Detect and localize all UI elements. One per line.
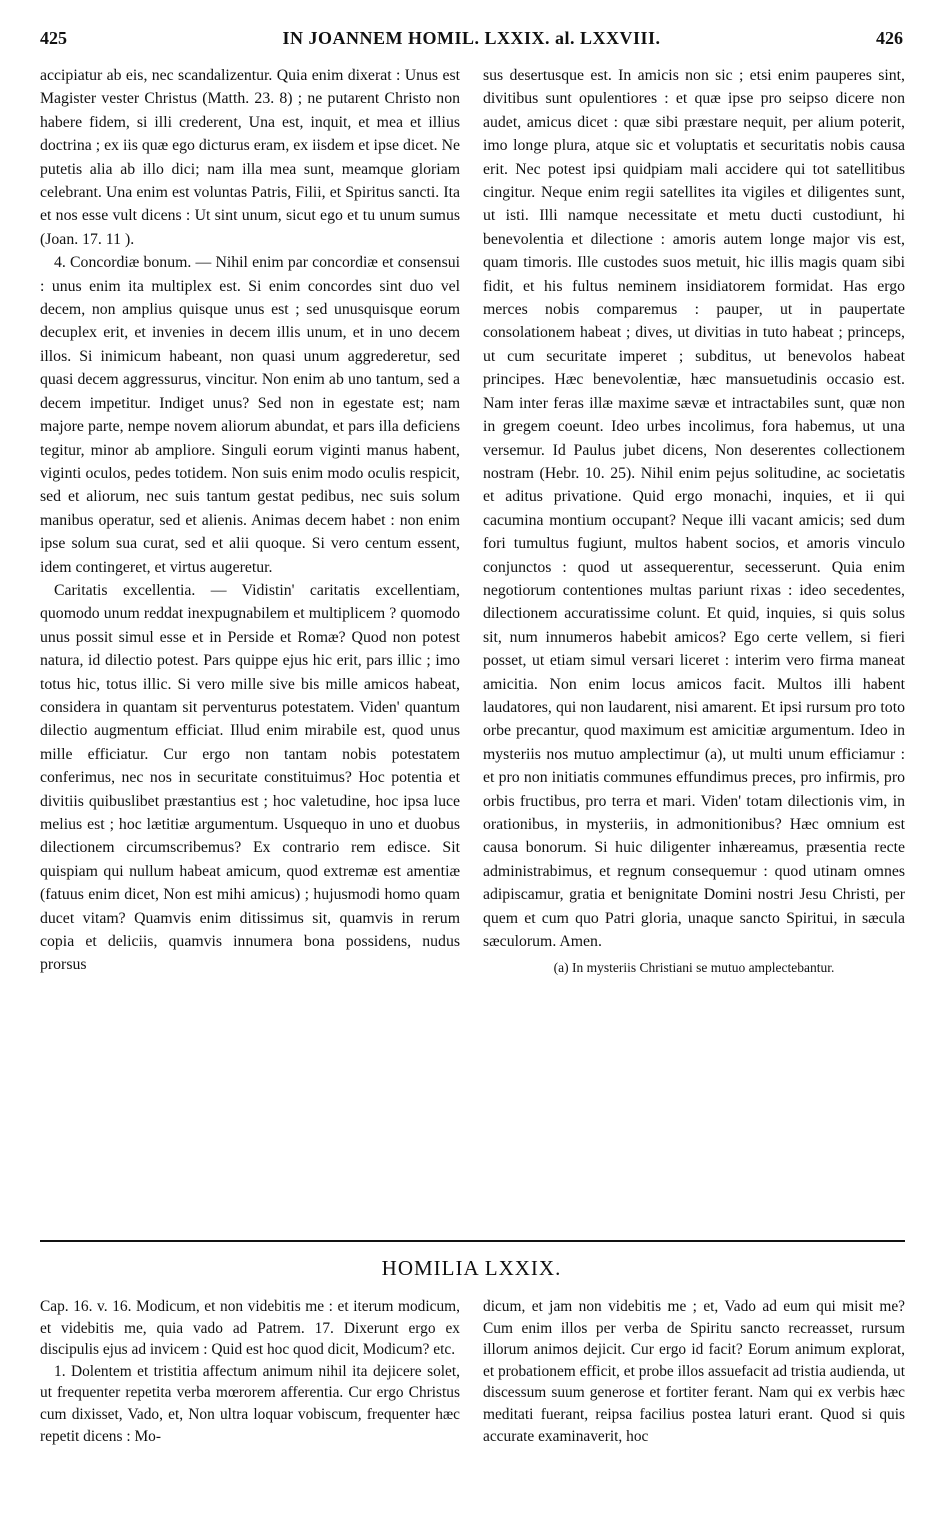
paragraph-homily-continuation: dicum, et jam non videbitis me ; et, Vado ad eum qui misit me? Cum enim illos per verba de Spiritu sancto recreasset, rursum illorum animos dejicit. Cur ergo id facit? Eorum animum explorat, et probationem efficit, et probe illos assuefacit ad tristia audienda, ut discessum suum generose et fortiter ferant. Nam qui ex verbis hæc meditati fuerant, reipsa facilius postea laturi erant. Quod si quis accurate examinaverit, hoc xyxy=(483,1298,905,1445)
column-bottom-right xyxy=(483,1296,905,1447)
column-top-left xyxy=(40,64,460,977)
paragraph-caritatis-excellentia: Caritatis excellentia. — Vidistin' caritatis excellentiam, quomodo unum reddat inexpugnabilem et multiplicem ? quomodo unus possit simul esse et in Perside et Romæ? Quod non potest natura, id dilectio potest. Pars quippe ejus hic erit, pars illic ; imo totus hic, totus illic. Si vero mille sive bis mille amicos habeat, considera in quantam sit perventurus potestatem. Viden' quantum dilectio augmentum efficiat. Illud enim mirabile est, quod unus mille efficiatur. Cur ergo non tantam nobis potestatem conferimus, nec nos in securitate constituimus? Hoc potentia et divitiis quibuslibet præstantius est ; hoc valetudine, hoc ipsa luce melius est ; hoc lætitiæ argumentum. Usquequo in uno et duobus dilectionem circumscribemus? Ex contrario rem edisce. Sit quispiam qui nullum habeat amicum, quod extremæ est amentiæ (fatuus enim dicet, Non est mihi amicus) ; hujusmodi homo quam ducet vitam? Quamvis enim ditissimus sit, quamvis in rerum copia et deliciis, quamvis innumera bona possidens, nudus prorsus xyxy=(40,581,460,974)
paragraph-continuation-right: sus desertusque est. In amicis non sic ; etsi enim pauperes sint, divitibus sunt opulentiores : et quæ ipse pro seipso dicere non audet, amicus dicet : quæ sibi præstare nequit, per alium poterit, imo longe plura, atque sic et voluptatis et securitatis nobis causa erit. Nec potest ipsi quidpiam mali accidere qui tot satellitibus cingitur. Neque enim regii satellites ita vigiles et diligentes sunt, ut isti. Illi namque necessitate et metu ducti custodiunt, hi benevolentia et dilectione : amoris autem longe major vis est, quam timoris. Ille custodes suos metuit, hic illis magis quam sibi fidit, et his fultus neminem insidiatorem formidat. Has ergo merces nobis comparemus : pauper, ut in paupertate consolationem habeat ; dives, ut divitias in tuto habeat ; princeps, ut cum securitate imperet ; subditus, ut benevolos habeat principes. Hæc benevolentiæ, hæc mansuetudinis occasio est. Nam inter feras illæ maxime sævæ et intractabiles sunt, quæ non in gregem coeunt. Ideo urbes incolimus, fora habemus, ut una versemur. Id Paulus jubet dicens, Non deserentes collectionem nostram (Hebr. 10. 25). Nihil enim pejus solitudine, ac societatis et aditus privatione. Quid ergo monachi, inquies, et ii qui cacumina montium occupant? Neque illi vacant amicis; sed dum fori tumultus fugiunt, multos habent socios, et amoris vinculo conjunctos : quod ut assequerentur, secesserunt. Quia enim negotiorum contentiones multas pariunt rixas : ideo secedentes, dilectionem accuratissime colunt. Et quid, inquies, si quis solus sit, num innumeros habebit amicos? Ego certe vellem, si fieri posset, ut etiam simul versari liceret : interim vero firma maneat amicitia. Non enim locus amicos facit. Multos illi habent laudatores, qui non laudarent, nisi amarent. Et ipsi rursum pro toto orbe precantur, quod maximum est amicitiæ argumentum. Ideo in mysteriis nos mutuo amplectimur (a), ut multi unum efficiamur : et pro non initiatis communes effundimus preces, pro infirmis, pro orbis fructibus, pro terra et mari. Viden' totam dilectionis vim, in orationibus, in mysteriis, in admonitionibus? Hæc omnium est causa bonorum. Si huic diligenter inhæreamus, præsentia recte administrabimus, et regnum consequemur : quod utinam omnes adipiscamur, gratia et benignitate Domini nostri Jesu Christi, per quem et cum quo Patri gloria, unaque sancto Spiritui, in sæcula sæculorum. Amen. xyxy=(483,67,905,951)
page-number-left: 425 xyxy=(40,28,67,48)
scripture-lemma: Cap. 16. v. 16. Modicum, et non videbitis me : et iterum modicum, et videbitis me, quia vado ad Patrem. 17. Dixerunt ergo ex discipulis ejus ad invicem : Quid est hoc quod dicit, Modicum? etc. xyxy=(40,1298,460,1359)
paragraph-concordiae-bonum: 4. Concordiæ bonum. — Nihil enim par concordiæ et consensui : unus enim ita multiplex est. Si enim concordes sint duo vel decem, non amplius quisque unus est ; sed unusquisque eorum decuplex erit, et invenies in decem illis unum, et in uno decem illos. Si inimicum habeant, non quasi unum aggrederetur, sed quasi decem aggressurus, vincitur. Non enim ab uno tantum, sed a decem impetitur. Indiget unus? Sed non in egestate est; nam majore parte, nempe novem aliorum abundat, et pars illa deficiens tegitur, minor ab ampliore. Singuli eorum viginti manus habent, viginti oculos, pedes totidem. Non suis enim modo oculis respicit, sed et aliorum, nec suis tantum gestat pedibus, nec suis solum manibus operatur, sed et alienis. Animas decem habet : non enim ipse solum sua curat, sed et alii quoque. Si vero centum essent, idem contingeret, et virtus augeretur. xyxy=(40,254,460,576)
column-top-right xyxy=(483,64,905,977)
running-header xyxy=(40,28,903,58)
homily-heading: HOMILIA LXXIX. xyxy=(381,1256,562,1280)
section-divider xyxy=(40,1240,905,1242)
running-title: IN JOANNEM HOMIL. LXXIX. al. LXXVIII. xyxy=(282,28,661,48)
page-number-right: 426 xyxy=(876,28,903,48)
column-bottom-left xyxy=(40,1296,460,1447)
paragraph-continuation: accipiatur ab eis, nec scandalizentur. Quia enim dixerat : Unus est Magister vester Christus (Matth. 23. 8) ; ne putarent Christo non habere fidem, si illi crederent, Una est, inquit, et mea et illius doctrina ; ex iis quæ ego dicturus eram, ex iisdem et ipse dicet. Ne putetis alia ab illo dici; nam illa mea sunt, meamque gloriam celebrant. Una enim est voluntas Patris, Filii, et Spiritus sancti. Ita et nos esse vult dicens : Ut sint unum, sicut ego et tu unum sumus (Joan. 17. 11 ). xyxy=(40,67,460,248)
paragraph-homily-start: 1. Dolentem et tristitia affectum animum nihil ita dejicere solet, ut frequenter repetita verba mœrorem afferentia. Cur ergo Christus cum dixisset, Vado, et, Non ultra loquar vobiscum, frequenter hæc repetit dicens : Mo- xyxy=(40,1362,460,1445)
footnote: (a) In mysteriis Christiani se mutuo amplectebantur. xyxy=(553,960,835,976)
